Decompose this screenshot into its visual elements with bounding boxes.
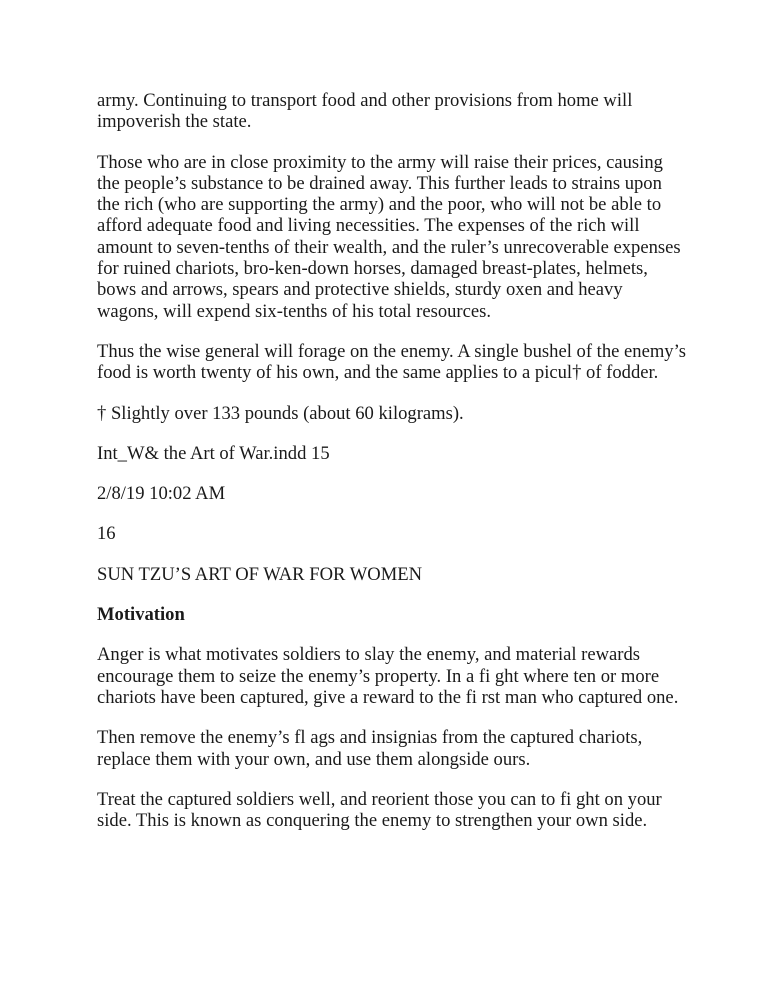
- paragraph-flags: Then remove the enemy’s fl ags and insignias from the captured chariots, replace them with your own, and use them alongside ours.: [97, 727, 643, 770]
- paragraph-prices: Those who are in close proximity to the army will raise their prices, causing the people’s substance to be drained away. This further leads to strains upon the rich (who are supporting the army) and the poor, who will not be able to afford adequate food and living necessities. The expenses of the rich will amount to seven-tenths of their wealth, and the ruler’s unrecoverable expenses for ruined chariots, bro-ken-down horses, damaged breast-plates, helmets, bows and arrows, spears and protective shields, sturdy oxen and heavy wagons, will expend six-tenths of his total resources.: [97, 151, 681, 322]
- footnote: † Slightly over 133 pounds (about 60 kilograms).: [97, 402, 464, 424]
- paragraph-captured-soldiers: Treat the captured soldiers well, and reorient those you can to fi ght on your side. This is known as conquering the enemy to strengthen your own side.: [97, 788, 662, 832]
- section-heading: Motivation: [97, 604, 185, 626]
- page-number: 16: [97, 523, 116, 545]
- file-info: Int_W& the Art of War.indd 15: [97, 442, 330, 464]
- timestamp: 2/8/19 10:02 AM: [97, 483, 226, 505]
- paragraph-continuation: army. Continuing to transport food and other provisions from home will impoverish the state.: [97, 90, 633, 133]
- document-page: [97, 90, 687, 850]
- paragraph-forage: Thus the wise general will forage on the enemy. A single bushel of the enemy’s food is worth twenty of his own, and the same applies to a picul† of fodder.: [97, 340, 686, 384]
- paragraph-anger: Anger is what motivates soldiers to slay the enemy, and material rewards encourage them to seize the enemy’s property. In a fi ght where ten or more chariots have been captured, give a reward to the fi rst man who captured one.: [97, 644, 679, 708]
- running-head: SUN TZU’S ART OF WAR FOR WOMEN: [97, 563, 423, 585]
